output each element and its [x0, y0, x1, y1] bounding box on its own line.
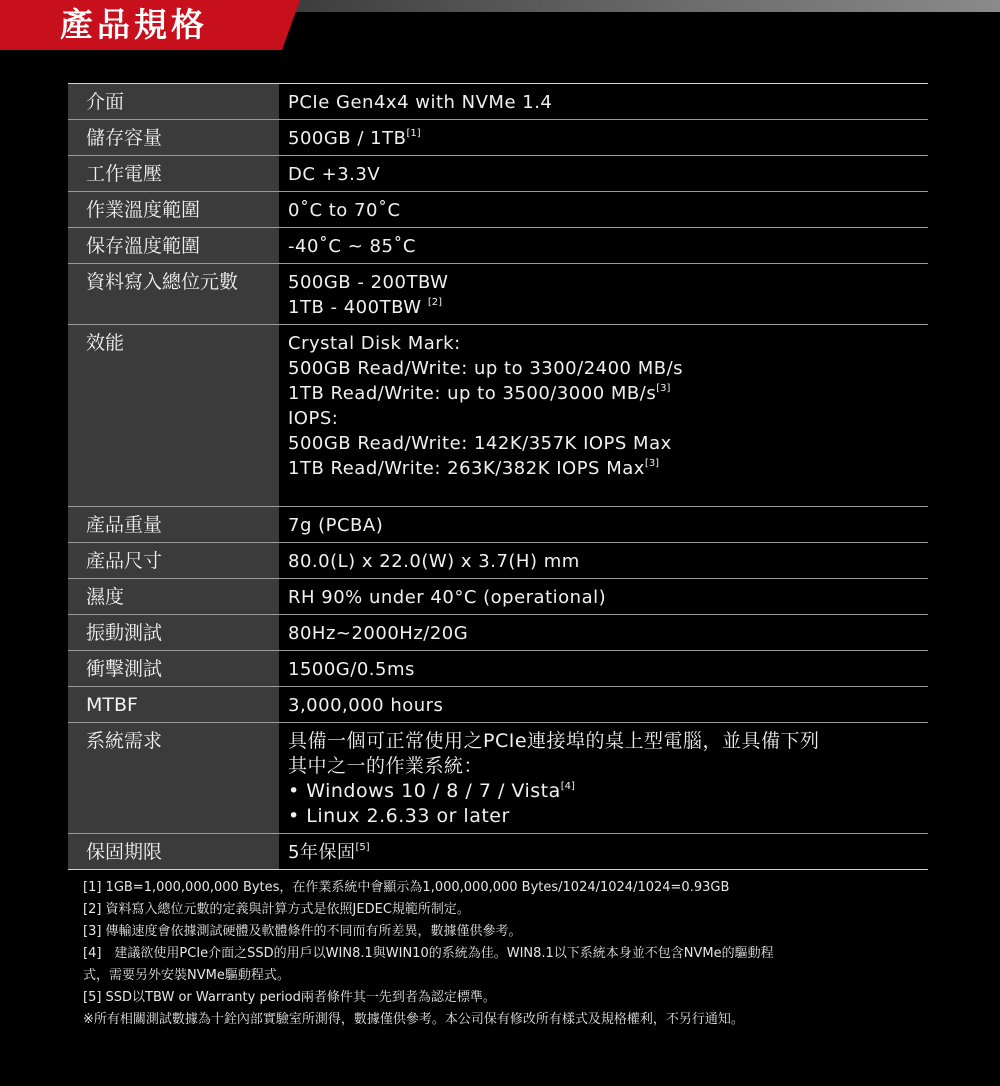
spec-value-line	[288, 295, 928, 320]
footnote: [2] 資料寫入總位元數的定義與計算方式是依照JEDEC規範所制定。	[83, 902, 470, 917]
footnote: [5] SSD以TBW or Warranty period兩者條件其一先到者為認定標準。	[83, 990, 496, 1005]
spec-value: 3,000,000 hours	[288, 695, 444, 716]
spec-row-shock	[68, 651, 928, 687]
spec-value: -40˚C ~ 85˚C	[288, 236, 416, 257]
spec-value-line: 500GB Read/Write: up to 3300/2400 MB/s	[288, 358, 684, 379]
spec-row-operating-temperature	[68, 192, 928, 228]
spec-row-capacity	[68, 120, 928, 156]
spec-row-vibration	[68, 615, 928, 651]
spec-row-storage-temperature	[68, 228, 928, 264]
footnote-ref: [2]	[427, 297, 442, 308]
spec-table	[68, 83, 928, 870]
footnote: [3] 傳輸速度會依據測試硬體及軟體條件的不同而有所差異，數據僅供參考。	[83, 924, 522, 939]
spec-value-line: Crystal Disk Mark:	[288, 333, 461, 354]
spec-row-dimension	[68, 543, 928, 579]
spec-value: DC +3.3V	[288, 164, 381, 185]
spec-value: RH 90% under 40°C (operational)	[288, 587, 607, 608]
spec-value-text: 1TB Read/Write: 263K/382K IOPS Max	[288, 458, 645, 479]
page-title: 產品規格	[60, 5, 208, 44]
spec-label: 工作電壓	[68, 156, 280, 191]
spec-value	[280, 325, 928, 506]
spec-row-interface	[68, 84, 928, 120]
spec-label: 效能	[68, 325, 280, 506]
footnote-ref: [1]	[406, 128, 421, 139]
spec-label: 濕度	[68, 579, 280, 614]
spec-value	[280, 120, 928, 155]
footnote: [1] 1GB=1,000,000,000 Bytes，在作業系統中會顯示為1,000,000,000 Bytes/1024/1024/1024=0.93GB	[83, 880, 730, 895]
spec-label: 衝擊測試	[68, 651, 280, 686]
spec-value: 0˚C to 70˚C	[288, 200, 401, 221]
footnote-ref: [3]	[656, 383, 671, 394]
spec-value	[280, 723, 928, 833]
spec-value	[280, 834, 928, 869]
spec-row-weight	[68, 507, 928, 543]
spec-value-line	[288, 381, 928, 406]
spec-value: 80Hz~2000Hz/20G	[288, 623, 469, 644]
spec-row-tbw	[68, 264, 928, 325]
spec-value-line: 500GB - 200TBW	[288, 272, 449, 293]
spec-label: 介面	[68, 84, 280, 119]
spec-label: 資料寫入總位元數	[68, 264, 280, 324]
spec-value-text: 1TB Read/Write: up to 3500/3000 MB/s	[288, 383, 657, 404]
footnote-ref: [3]	[644, 458, 660, 469]
spec-value-line: • Linux 2.6.33 or later	[288, 805, 510, 827]
spec-label: 產品尺寸	[68, 543, 280, 578]
spec-value-line: IOPS:	[288, 408, 339, 429]
spec-value: 80.0(L) x 22.0(W) x 3.7(H) mm	[288, 551, 580, 572]
spec-value: 1500G/0.5ms	[288, 659, 415, 680]
footnote: ※所有相關測試數據為十銓內部實驗室所測得，數據僅供參考。本公司保有修改所有樣式及規格權利，不另行通知。	[83, 1012, 744, 1027]
spec-label: 儲存容量	[68, 120, 280, 155]
spec-value-text: 5年保固	[288, 842, 356, 863]
spec-value-text: 500GB / 1TB	[288, 128, 407, 149]
header-bar	[0, 0, 1000, 50]
spec-value	[280, 264, 928, 324]
spec-value: PCIe Gen4x4 with NVMe 1.4	[288, 92, 553, 113]
spec-label: MTBF	[68, 687, 280, 722]
spec-row-system-requirements	[68, 723, 928, 834]
header-grey-stripe	[270, 0, 1000, 12]
footnotes	[83, 877, 933, 1031]
footnote-ref: [5]	[355, 842, 370, 853]
footnote-ref: [4]	[560, 781, 575, 792]
spec-row-warranty	[68, 834, 928, 870]
spec-label: 保存溫度範圍	[68, 228, 280, 263]
spec-label: 系統需求	[68, 723, 280, 833]
spec-row-humidity	[68, 579, 928, 615]
spec-row-mtbf	[68, 687, 928, 723]
spec-value-line: 500GB Read/Write: 142K/357K IOPS Max	[288, 433, 672, 454]
spec-value-text: • Windows 10 / 8 / 7 / Vista	[288, 780, 561, 802]
footnote: [4] 建議欲使用PCIe介面之SSD的用戶以WIN8.1與WIN10的系統為佳。WIN8.1以下系統本身並不包含NVMe的驅動程	[83, 946, 774, 961]
spec-row-voltage	[68, 156, 928, 192]
spec-value-line	[288, 456, 928, 481]
spec-value: 7g (PCBA)	[288, 515, 384, 536]
spec-row-performance	[68, 325, 928, 507]
spec-label: 保固期限	[68, 834, 280, 869]
spec-value-text: 1TB - 400TBW	[288, 297, 428, 318]
spec-label: 產品重量	[68, 507, 280, 542]
spec-label: 振動測試	[68, 615, 280, 650]
footnote: 式，需要另外安裝NVMe驅動程式。	[83, 968, 290, 983]
spec-label: 作業溫度範圍	[68, 192, 280, 227]
spec-value-line	[288, 779, 928, 804]
spec-value-line: 其中之一的作業系統：	[288, 755, 484, 777]
spec-value-line: 具備一個可正常使用之PCIe連接埠的桌上型電腦，並具備下列	[288, 730, 820, 752]
